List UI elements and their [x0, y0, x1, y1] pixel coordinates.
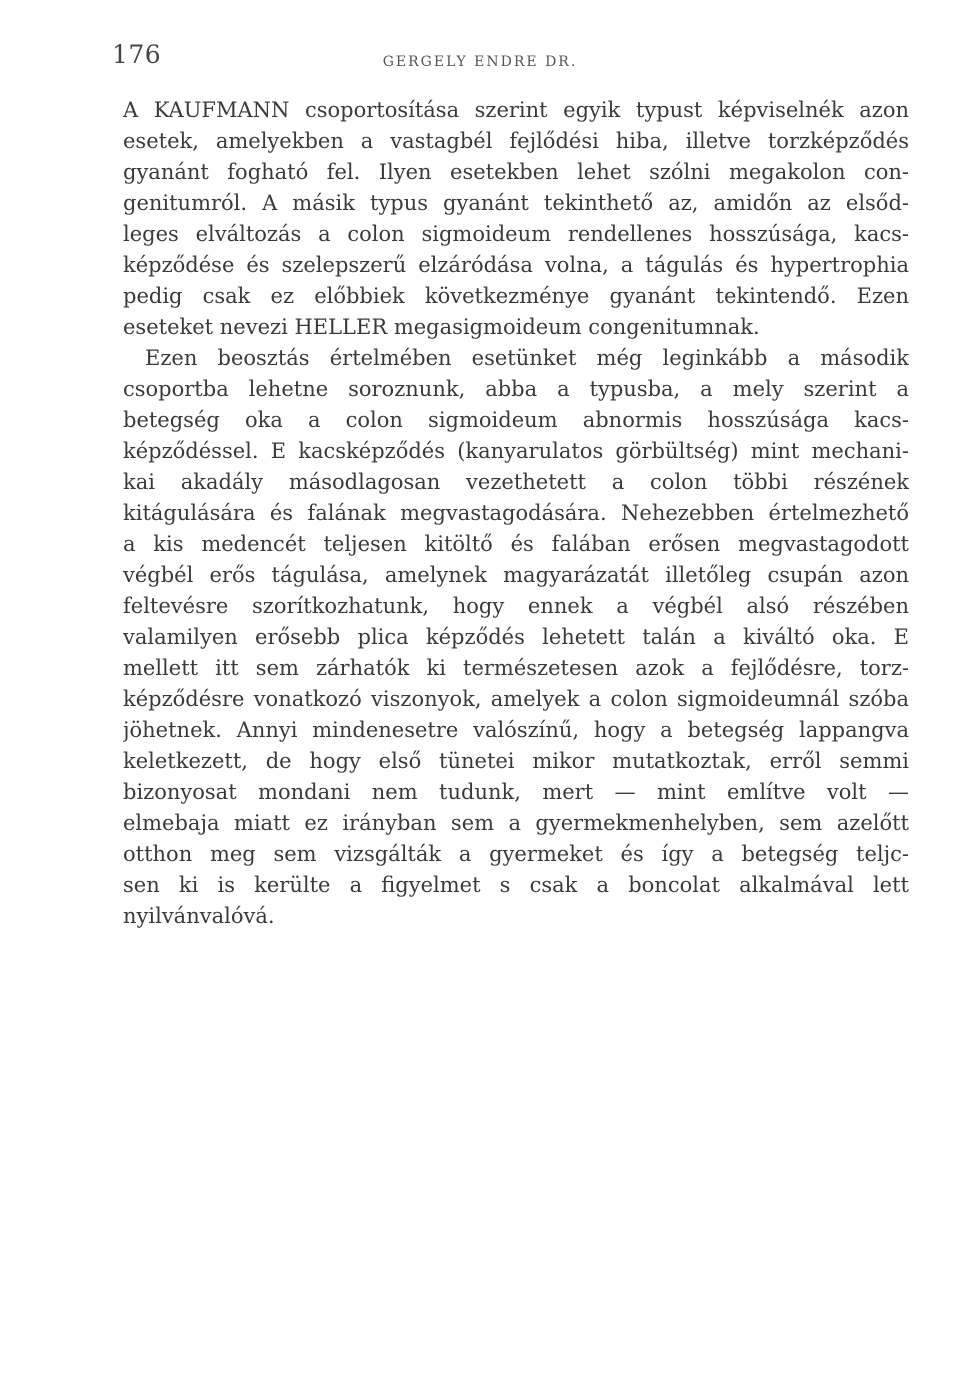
text-line: genitumról. A másik typus gyanánt tekinthető az, amidőn az elsőd-	[123, 191, 909, 215]
text-line: valamilyen erősebb plica képződés lehetett talán a kiváltó oka. E	[123, 625, 909, 649]
text-line: betegség oka a colon sigmoideum abnormis hosszúsága kacs-	[123, 408, 909, 432]
text-line: feltevésre szorítkozhatunk, hogy ennek a végbél alsó részében	[123, 594, 909, 618]
text-line: otthon meg sem vizsgálták a gyermeket és így a betegség teljc-	[123, 842, 909, 866]
text-line: keletkezett, de hogy első tünetei mikor mutatkoztak, erről semmi	[123, 749, 909, 773]
running-header: GERGELY ENDRE DR.	[382, 54, 578, 70]
text-line: Ezen beosztás értelmében esetünket még leginkább a második	[145, 346, 909, 370]
text-line: bizonyosat mondani nem tudunk, mert — mint említve volt —	[123, 780, 909, 804]
text-line: esetek, amelyekben a vastagbél fejlődési hiba, illetve torzképződés	[123, 129, 909, 153]
text-line: kai akadály másodlagosan vezethetett a colon többi részének	[123, 470, 909, 494]
text-line: nyilvánvalóvá.	[123, 904, 275, 928]
text-line: képződésre vonatkozó viszonyok, amelyek a colon sigmoideumnál szóba	[123, 687, 909, 711]
text-line: gyanánt fogható fel. Ilyen esetekben lehet szólni megakolon con-	[123, 160, 909, 184]
text-line: végbél erős tágulása, amelynek magyarázatát illetőleg csupán azon	[123, 563, 909, 587]
text-line: jöhetnek. Annyi mindenesetre valószínű, hogy a betegség lappangva	[123, 718, 909, 742]
page-number: 176	[112, 40, 162, 69]
text-line: mellett itt sem zárhatók ki természetesen azok a fejlődésre, torz-	[123, 656, 909, 680]
text-line: elmebaja miatt ez irányban sem a gyermekmenhelyben, sem azelőtt	[123, 811, 909, 835]
text-line: képződése és szelepszerű elzáródása volna, a tágulás és hypertrophia	[123, 253, 909, 277]
text-line: leges elváltozás a colon sigmoideum rendellenes hosszúsága, kacs-	[123, 222, 909, 246]
text-line: képződéssel. E kacsképződés (kanyarulatos görbültség) mint mechani-	[123, 439, 909, 463]
text-line: A KAUFMANN csoportosítása szerint egyik typust képviselnék azon	[123, 98, 909, 122]
text-line: kitágulására és falának megvastagodására. Nehezebben értelmezhető	[123, 501, 909, 525]
text-line: sen ki is kerülte a figyelmet s csak a boncolat alkalmával lett	[123, 873, 909, 897]
body-text	[123, 95, 909, 932]
text-line: pedig csak ez előbbiek következménye gyanánt tekintendő. Ezen	[123, 284, 909, 308]
text-line: eseteket nevezi HELLER megasigmoideum congenitumnak.	[123, 315, 760, 339]
text-line: a kis medencét teljesen kitöltő és falában erősen megvastagodott	[123, 532, 909, 556]
text-line: csoportba lehetne soroznunk, abba a typusba, a mely szerint a	[123, 377, 909, 401]
